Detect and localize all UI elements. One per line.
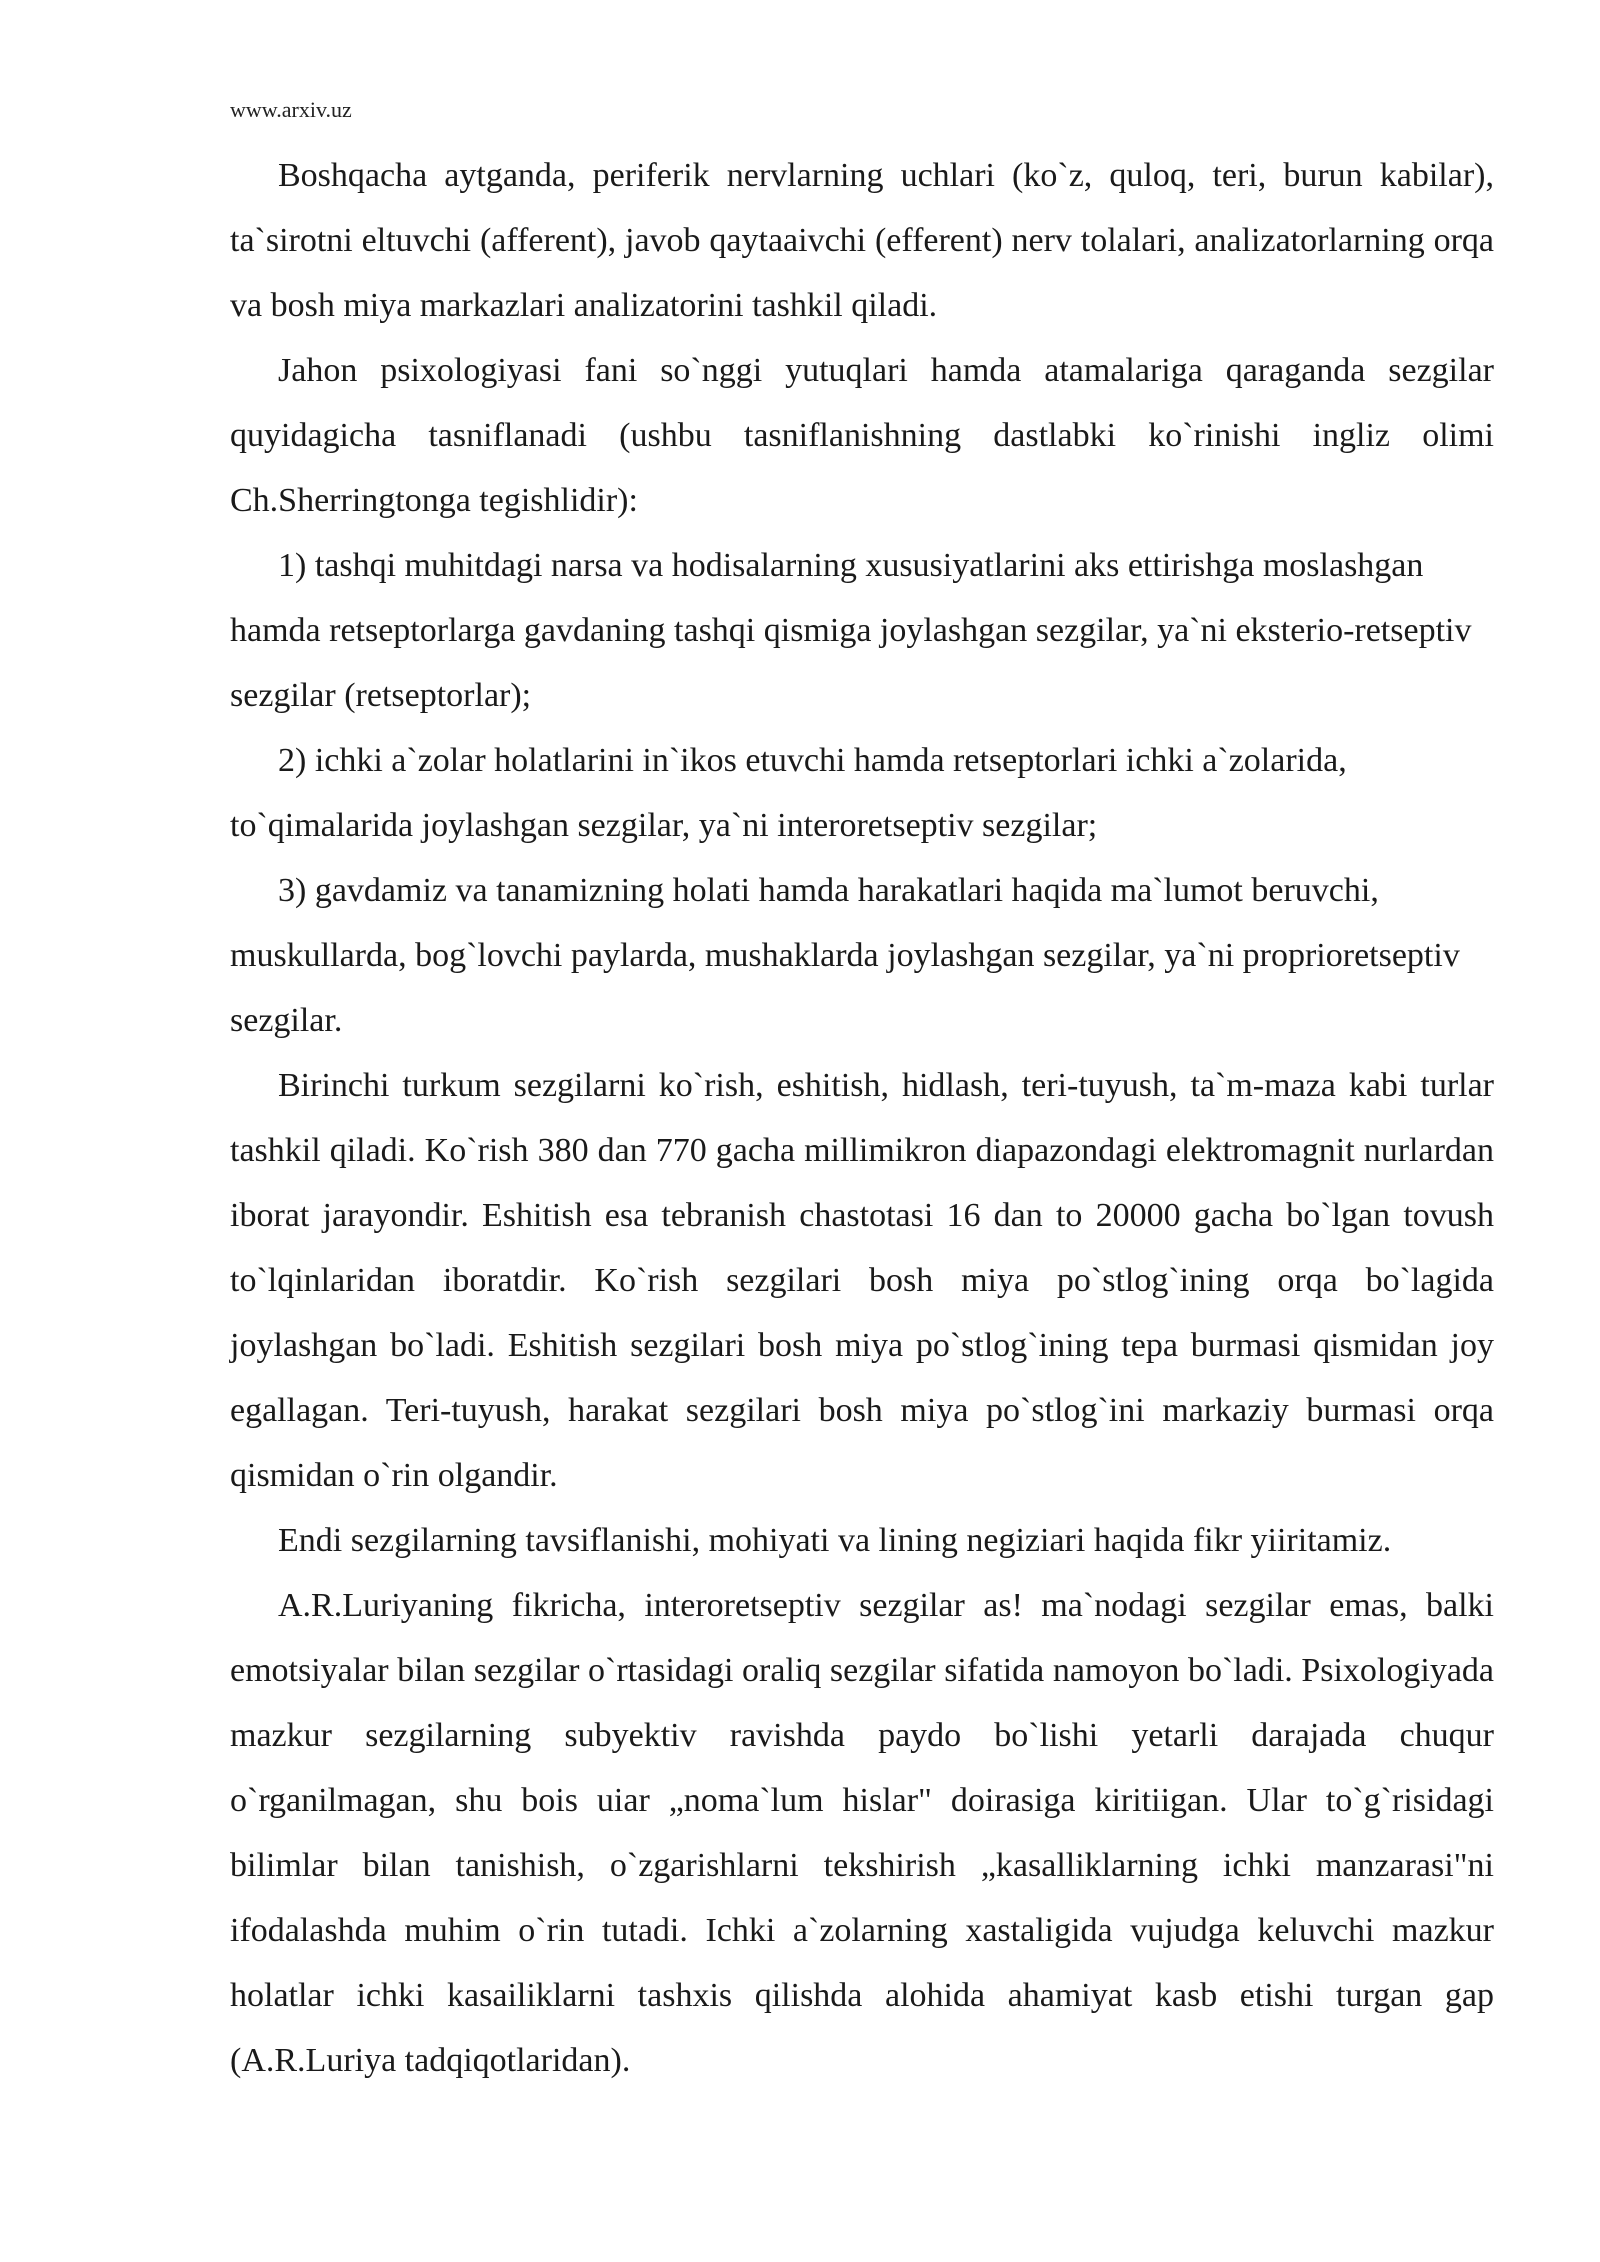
paragraph-5: A.R.Luriyaning fikricha, interoretseptiv sezgilar as! ma`nodagi sezgilar emas, balki emotsiyalar bilan sezgilar o`rtasidagi oraliq sezgilar sifatida namoyon bo`ladi. Psixologiyada mazkur sezgilarning subyektiv ravishda paydo bo`lishi yetarli darajada chuqur o`rganilmagan, shu bois uiar „noma`lum hislar" doirasiga kiritiigan. Ular to`g`risidagi bilimlar bilan tanishish, o`zgarishlarni tekshirish „kasalliklarning ichki manzarasi"ni ifodalashda muhim o`rin tutadi. Ichki a`zolarning xastaligida vujudga keluvchi mazkur holatlar ichki kasailiklarni tashxis qilishda alohida ahamiyat kasb etishi turgan gap (A.R.Luriya tadqiqotlaridan). [230, 1587, 1494, 2079]
paragraph-4: Endi sezgilarning tavsiflanishi, mohiyati va lining negiziari haqida fikr yiiritamiz. [278, 1522, 1392, 1559]
list-item-3: 3) gavdamiz va tanamizning holati hamda harakatlari haqida ma`lumot beruvchi, muskullarda, bog`lovchi paylarda, mushaklarda joylashgan sezgilar, ya`ni proprioretseptiv sezgilar. [230, 872, 1460, 1039]
document-body [230, 143, 1494, 2093]
site-url-header: www.arxiv.uz [230, 97, 352, 122]
list-item-2: 2) ichki a`zolar holatlarini in`ikos etuvchi hamda retseptorlari ichki a`zolarida, to`qimalarida joylashgan sezgilar, ya`ni interoretseptiv sezgilar; [230, 742, 1347, 844]
paragraph-2: Jahon psixologiyasi fani so`nggi yutuqlari hamda atamalariga qaraganda sezgilar quyidagicha tasniflanadi (ushbu tasniflanishning dastlabki ko`rinishi ingliz olimi Ch.Sherringtonga tegishlidir): [230, 352, 1494, 519]
paragraph-1: Boshqacha aytganda, periferik nervlarning uchlari (ko`z, quloq, teri, burun kabilar), ta`sirotni eltuvchi (afferent), javob qaytaaivchi (efferent) nerv tolalari, analizatorlarning orqa va bosh miya markazlari analizatorini tashkil qiladi. [230, 157, 1494, 324]
list-item-1: 1) tashqi muhitdagi narsa va hodisalarning xususiyatlarini aks ettirishga moslashgan hamda retseptorlarga gavdaning tashqi qismiga joylashgan sezgilar, ya`ni eksterio-retseptiv sezgilar (retseptorlar); [230, 547, 1472, 714]
paragraph-3: Birinchi turkum sezgilarni ko`rish, eshitish, hidlash, teri-tuyush, ta`m-maza kabi turlar tashkil qiladi. Ko`rish 380 dan 770 gacha millimikron diapazondagi elektromagnit nurlardan iborat jarayondir. Eshitish esa tebranish chastotasi 16 dan to 20000 gacha bo`lgan tovush to`lqinlaridan iboratdir. Ko`rish sezgilari bosh miya po`stlog`ining orqa bo`lagida joylashgan bo`ladi. Eshitish sezgilari bosh miya po`stlog`ining tepa burmasi qismidan joy egallagan. Teri-tuyush, harakat sezgilari bosh miya po`stlog`ini markaziy burmasi orqa qismidan o`rin olgandir. [230, 1067, 1494, 1494]
